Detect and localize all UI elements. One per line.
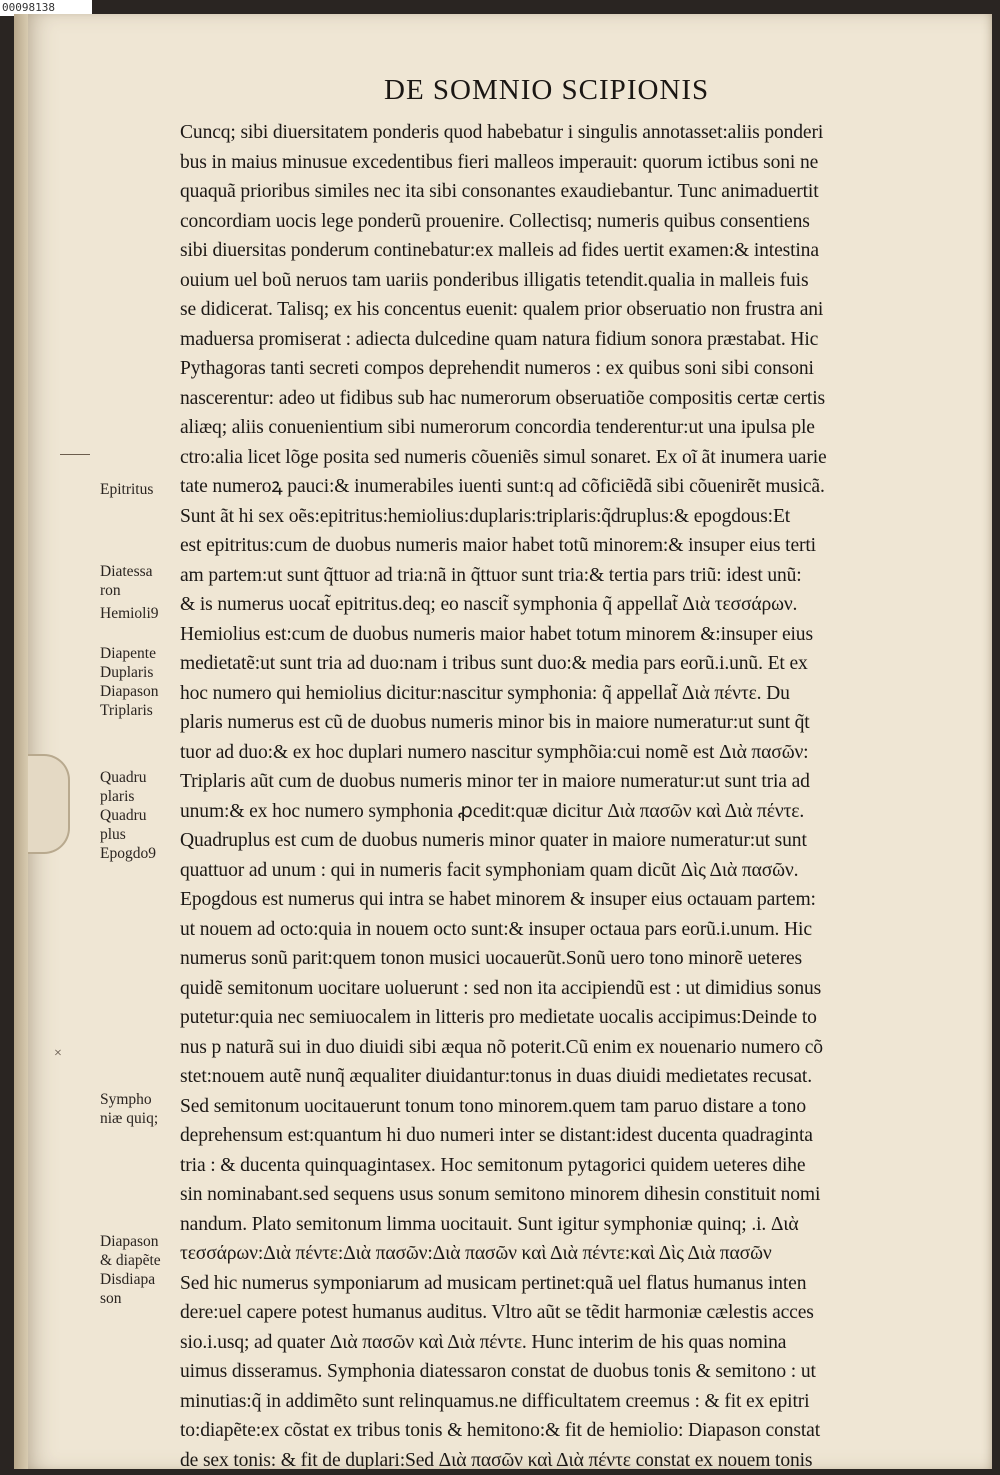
text-line: medietatẽ:ut sunt tria ad duo:nam i tribus sunt duo:& media pars eorũ.i.unũ. Et ex [180, 653, 808, 674]
text-line: Pythagoras tanti secreti compos deprehendit numeros : ex quibus soni sibi consoni [180, 358, 814, 379]
marginal-note [100, 562, 186, 600]
text-line: τεσσάρων:Διὰ πέντε:Διὰ πασῶν:Διὰ πασῶν καὶ Διὰ πέντε:καὶ Δὶς Διὰ πασῶν [180, 1243, 772, 1264]
marginal-note-line: Quadru [100, 769, 147, 786]
marginal-note-line: Epitritus [100, 481, 154, 498]
marginal-note-line: plaris [100, 788, 135, 805]
text-line: concordiam uocis lege ponderũ prouenire. Collectisq; numeris quibus consentiens [180, 210, 810, 232]
text-line: hoc numero qui hemiolius dicitur:nascitur symphonia: q̃ appellat̃ Διὰ πέντε. Du [180, 682, 790, 704]
text-line: minutias:q̃ in addimẽto sunt relinquamus.ne difficultatem creemus : & fit ex epitri [180, 1390, 810, 1412]
text-line: Quadruplus est cum de duobus numeris minor quater in maiore numeratur:ut sunt [180, 830, 807, 851]
marginal-note-line: Duplaris [100, 664, 154, 681]
text-line: uimus disseramus. Symphonia diatessaron constat de duobus tonis & semitono : ut [180, 1361, 816, 1382]
text-line: unum:& ex hoc numero symphonia ꝓcedit:quæ dicitur Διὰ πασῶν καὶ Διὰ πέντε. [180, 800, 805, 822]
text-line: ut nouem ad octo:quia in nouem octo sunt:& insuper octaua pars eorũ.i.unum. Hic [180, 918, 812, 940]
marginal-note-line: Disdiapa [100, 1271, 156, 1288]
marginal-note [100, 644, 186, 720]
text-line: sibi diuersitas ponderum continebatur:ex malleis ad fides uertit examen:& intestina [180, 240, 819, 261]
text-line: quidẽ semitonum uocitare uoluerunt : sed non ita accipiendũ est : ut dimidius sonus [180, 977, 822, 999]
marginal-note-line: niæ quiq; [100, 1110, 159, 1127]
marginal-note [100, 1090, 186, 1128]
margin-dash [60, 454, 90, 455]
marginal-note-line: & diapẽte [100, 1252, 161, 1269]
marginal-note-line: ron [100, 582, 121, 599]
text-line: ctro:alia licet lõge posita sed numeris cõueniẽs simul sonaret. Ex oĩ ãt inumera uarie [180, 446, 827, 468]
text-line: quattuor ad unum : qui in numeris facit symphoniam quam dicũt Δὶς Διὰ πασῶν. [180, 859, 799, 881]
text-line: Triplaris aũt cum de duobus numeris minor ter in maiore numeratur:ut sunt tria ad [180, 771, 810, 792]
marginal-note-line: plus [100, 826, 126, 843]
text-line: tria : & ducenta quinquagintasex. Hoc semitonum pytagorici quidem ueteres dihe [180, 1154, 806, 1176]
text-line: to:diapẽte:ex cõstat ex tribus tonis & hemitono:& fit de hemiolio: Diapason constat [180, 1420, 821, 1441]
text-line: de sex tonis: & fit de duplari:Sed Διὰ πασῶν καὶ Διὰ πέντε constat ex nouem tonis [180, 1449, 813, 1469]
text-line: stet:nouem autẽ nunq̃ æqualiter diuidantur:tonus in duas diuidi medietates recusat. [180, 1066, 812, 1087]
text-line: tate numeroꝝ pauci:& inumerabiles iuenti sunt:q ad cõficiẽdã sibi cõuenirẽt musicã. [180, 476, 825, 497]
marginal-note [100, 768, 186, 863]
marginal-note-line: Diapason [100, 683, 159, 700]
text-line: bus in maius minusue excedentibus fieri malleos imperauit: quorum ictibus soni ne [180, 151, 819, 173]
text-line: am partem:ut sunt q̃ttuor ad tria:nã in q̃ttuor sunt tria:& tertia pars triũ: idest unũ: [180, 564, 802, 586]
text-line: ouium uel boũ neruos tam uariis ponderibus illigatis tetendit.qualia in malleis fuis [180, 269, 809, 291]
body-text [180, 118, 970, 1469]
marginal-note [100, 604, 186, 623]
text-line: Epogdous est numerus qui intra se habet minorem & insuper eius octauam partem: [180, 889, 816, 910]
text-line: plaris numerus est cũ de duobus numeris minor bis in maiore numeratur:ut sunt q̃t [180, 712, 810, 733]
marginal-note-line: Diapente [100, 645, 156, 662]
text-line: deprehensum est:quantum hi duo numeri inter se distant:idest ducenta quadraginta [180, 1125, 813, 1146]
text-line: dere:uel capere potest humanus auditus. Vltro aũt se tẽdit harmoniæ cælestis acces [180, 1302, 814, 1323]
marginal-note-line: Triplaris [100, 702, 153, 719]
marginal-note-line: Sympho [100, 1091, 152, 1108]
text-line: Sunt ãt hi sex oẽs:epitritus:hemiolius:duplaris:triplaris:q̃druplus:& epogdous:Et [180, 505, 791, 527]
text-line: nus p naturã sui in duo diuidi sibi æqua nõ poterit.Cũ enim ex nouenario numero cõ [180, 1036, 823, 1058]
marginal-note [100, 480, 186, 499]
marginal-note-line: Hemioli9 [100, 605, 159, 622]
text-line: quaquã prioribus similes nec ita sibi consonantes exaudiebantur. Tunc animaduertit [180, 181, 819, 202]
marginal-note-line: Epogdo9 [100, 845, 156, 862]
marginal-note-line: son [100, 1290, 122, 1307]
scan-id-label: 00098138 [0, 0, 92, 16]
text-line: maduersa promiserat : adiecta dulcedine quam natura fidium sonora præstabat. Hic [180, 328, 819, 350]
book-page [14, 14, 992, 1469]
text-line: tuor ad duo:& ex hoc duplari numero nascitur symphõia:cui nomẽ est Διὰ πασῶν: [180, 741, 809, 763]
text-line: nandum. Plato semitonum limma uocitauit. Sunt igitur symphoniæ quinq; .i. Διὰ [180, 1213, 799, 1235]
marginal-note-line: Diapason [100, 1233, 159, 1250]
marginal-note-line: Quadru [100, 807, 147, 824]
text-line: aliæq; aliis conuenientium sibi numerorum concordia tenderentur:ut una ipulsa ple [180, 417, 815, 438]
text-line: sio.i.usq; ad quater Διὰ πασῶν καὶ Διὰ πέντε. Hunc interim de his quas nomina [180, 1331, 787, 1353]
marginal-note-line: Diatessa [100, 563, 153, 580]
text-line: putetur:quia nec semiuocalem in litteris pro medietate uocalis accipimus:Deinde to [180, 1007, 817, 1028]
text-line: est epitritus:cum de duobus numeris maior habet totũ minorem:& insuper eius terti [180, 535, 816, 556]
text-line: numerus sonũ parit:quem tonon musici uocauerũt.Sonũ uero tono minorẽ ueteres [180, 948, 803, 969]
margin-x-mark: × [54, 1046, 62, 1061]
text-line: Cuncq; sibi diuersitatem ponderis quod habebatur i singulis annotasset:aliis ponderi [180, 122, 824, 143]
text-line: sin nominabant.sed sequens usus sonum semitono minorem dihesin constituit nomi [180, 1184, 821, 1205]
running-head: DE SOMNIO SCIPIONIS [384, 74, 710, 106]
text-line: & is numerus uocat̃ epitritus.deq; eo nascit̃ symphonia q̃ appellat̃ Διὰ τεσσάρων. [180, 594, 798, 615]
page-gutter-edge [14, 14, 28, 1469]
text-line: se didicerat. Talisq; ex his concentus euenit: qualem prior obseruatio non frustra ani [180, 299, 824, 320]
text-line: Sed semitonum uocitauerunt tonum tono minorem.quem tam paruo distare a tono [180, 1095, 806, 1117]
text-line: Hemiolius est:cum de duobus numeris maior habet totum minorem &:insuper eius [180, 623, 813, 645]
text-line: nascerentur: adeo ut fidibus sub hac numerorum obseruatiõe compositis certæ certis [180, 387, 825, 409]
bookmark-tab [28, 754, 70, 854]
text-line: Sed hic numerus symponiarum ad musicam pertinet:quã uel flatus humanus inten [180, 1272, 807, 1294]
marginal-note [100, 1232, 186, 1308]
